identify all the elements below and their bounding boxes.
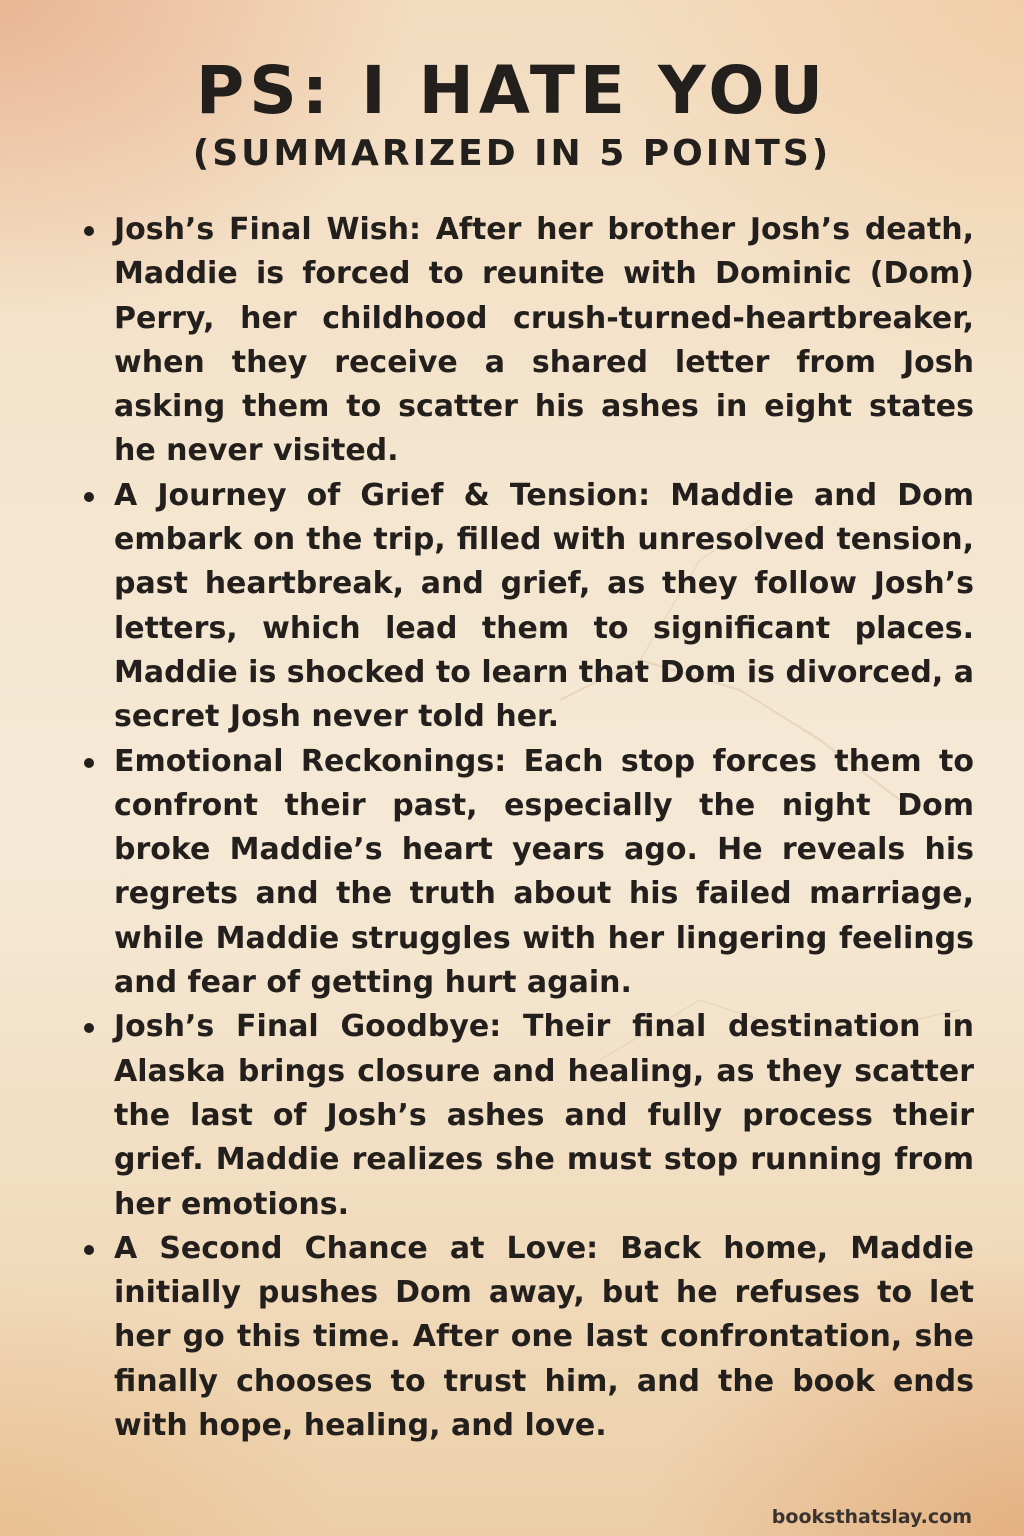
summary-point xyxy=(82,1005,974,1226)
bullet-icon xyxy=(84,1023,94,1033)
source-website-link[interactable]: booksthatslay.com xyxy=(771,1506,972,1528)
summary-point-text: Josh’s Final Goodbye: Their final destination in Alaska brings closure and healing, as they scatter the last of Josh’s ashes and fully process their grief. Maddie realizes she must stop running from her emotions. xyxy=(114,1009,974,1222)
summary-point-text: A Second Chance at Love: Back home, Maddie initially pushes Dom away, but he refuses to let her go this time. After one last confrontation, she finally chooses to trust him, and the book ends with hope, healing, and love. xyxy=(114,1230,974,1444)
summary-point-text: Josh’s Final Wish: After her brother Josh’s death, Maddie is forced to reunite with Dominic (Dom) Perry, her childhood crush-turned-heartbreaker, when they receive a shared letter from Josh asking them to scatter his ashes in eight states he never visited. xyxy=(114,212,974,469)
bullet-icon xyxy=(84,758,94,768)
page-subtitle: (SUMMARIZED IN 5 POINTS) xyxy=(192,133,832,174)
summary-point xyxy=(82,740,974,1006)
summary-points-list xyxy=(82,208,974,1448)
summary-point xyxy=(82,1227,974,1448)
summary-point xyxy=(82,474,974,740)
bullet-icon xyxy=(84,492,94,502)
summary-point xyxy=(82,208,974,474)
summary-point-text: A Journey of Grief & Tension: Maddie and Dom embark on the trip, filled with unresolved tension, past heartbreak, and grief, as they follow Josh’s letters, which lead them to significant places. Maddie is shocked to learn that Dom is divorced, a secret Josh never told her. xyxy=(114,477,974,735)
summary-point-text: Emotional Reckonings: Each stop forces them to confront their past, especially the night Dom broke Maddie’s heart years ago. He reveals his regrets and the truth about his failed marriage, while Maddie struggles with her lingering feelings and fear of getting hurt again. xyxy=(114,743,974,1001)
page-title: PS: I HATE YOU xyxy=(195,52,829,129)
bullet-icon xyxy=(84,226,94,236)
bullet-icon xyxy=(84,1245,94,1255)
